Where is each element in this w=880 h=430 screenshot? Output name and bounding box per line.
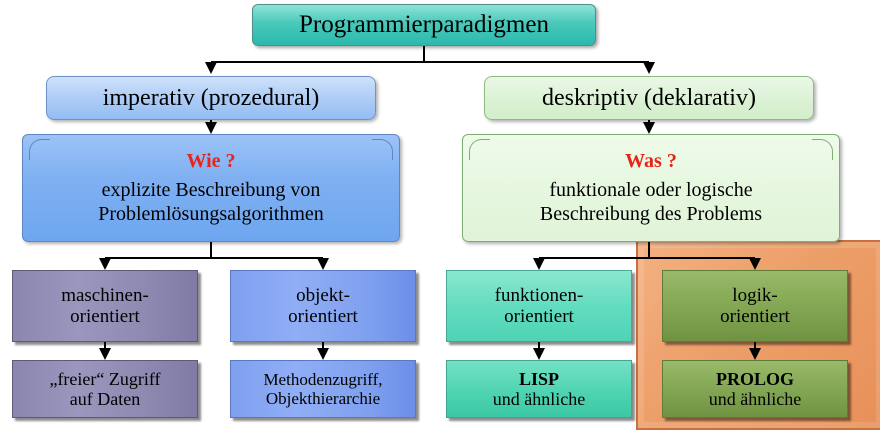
methoden-line1: Methodenzugriff, [263, 369, 383, 389]
lisp-line1: LISP [518, 368, 560, 389]
question-wie: Wie ? [186, 149, 236, 172]
node-imperativ[interactable] [46, 76, 376, 120]
scroll-curl-right-icon [812, 139, 833, 160]
node-methodenzugriff[interactable] [230, 360, 416, 418]
freier-line2: auf Daten [69, 389, 141, 409]
freier-line1: „freier“ Zugriff [49, 368, 161, 389]
node-root[interactable] [252, 4, 596, 46]
lisp-line2: und ähnliche [492, 389, 586, 409]
maschinen-line1: maschinen- [61, 284, 149, 306]
node-freier-zugriff[interactable] [12, 360, 198, 418]
deskriptiv-label: deskriptiv (deklarativ) [542, 84, 756, 111]
node-lisp[interactable] [446, 360, 632, 418]
objekt-line2: orientiert [288, 306, 358, 327]
scroll-imperativ-description [22, 134, 400, 242]
deskriptiv-description-line1: funktionale oder logische [549, 178, 753, 201]
funktionen-line2: orientiert [504, 306, 574, 327]
node-logik-orientiert[interactable] [662, 270, 848, 342]
node-deskriptiv[interactable] [484, 76, 814, 120]
deskriptiv-description-line2: Beschreibung des Problems [539, 203, 763, 225]
funktionen-line1: funktionen- [494, 284, 584, 306]
prolog-line2: und ähnliche [708, 389, 802, 409]
scroll-curl-left-icon [29, 139, 50, 160]
question-was: Was ? [625, 149, 677, 172]
node-maschinen-orientiert[interactable] [12, 270, 198, 342]
logik-line2: orientiert [720, 306, 790, 327]
prolog-line1: PROLOG [715, 368, 794, 389]
objekt-line1: objekt- [296, 284, 350, 306]
scroll-curl-right-icon [372, 139, 393, 160]
methoden-line2: Objekthierarchie [265, 389, 381, 408]
scroll-deskriptiv-description [462, 134, 840, 242]
node-prolog[interactable] [662, 360, 848, 418]
logik-line1: logik- [732, 284, 778, 306]
root-label: Programmierparadigmen [299, 11, 549, 38]
maschinen-line2: orientiert [70, 306, 140, 327]
imperativ-description-line2: Problemlösungsalgorithmen [98, 203, 324, 225]
node-funktionen-orientiert[interactable] [446, 270, 632, 342]
node-objekt-orientiert[interactable] [230, 270, 416, 342]
scroll-curl-left-icon [469, 139, 490, 160]
imperativ-label: imperativ (prozedural) [102, 84, 320, 111]
imperativ-description-line1: explizite Beschreibung von [101, 178, 321, 201]
